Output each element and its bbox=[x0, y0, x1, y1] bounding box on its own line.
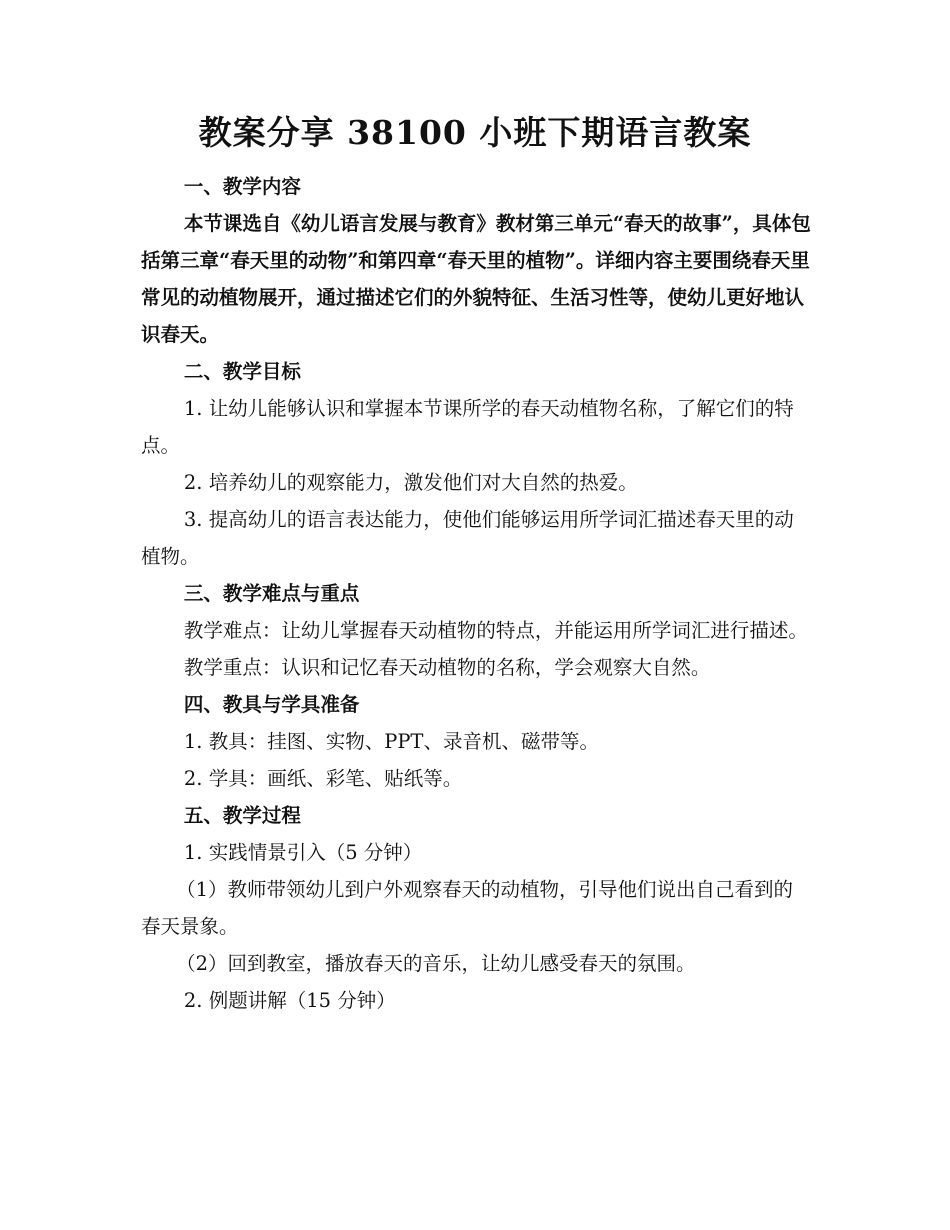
objective-item-2: 2. 培养幼儿的观察能力，激发他们对大自然的热爱。 bbox=[183, 471, 638, 494]
process-step-2: 2. 例题讲解（15 分钟） bbox=[183, 989, 396, 1012]
page-title: 教案分享 38100 小班下期语言教案 bbox=[198, 113, 752, 152]
materials-item-1: 1. 教具：挂图、实物、PPT、录音机、磁带等。 bbox=[183, 730, 599, 753]
difficulty-paragraph: 教学难点：让幼儿掌握春天动植物的特点，并能运用所学词汇进行描述。 bbox=[183, 619, 808, 642]
content-paragraph: 本节课选自《幼儿语言发展与教育》教材第三单元“春天的故事”，具体包括第三章“春天里的动物”和第四章“春天里的植物”。详细内容主要围绕春天里常见的动植物展开，通过描述它们的外貌特征、生活习性等，使幼儿更好地认识春天。 bbox=[141, 212, 811, 346]
section-heading-objectives: 二、教学目标 bbox=[183, 360, 301, 383]
objective-item-3: 3. 提高幼儿的语言表达能力，使他们能够运用所学词汇描述春天里的动植物。 bbox=[141, 508, 794, 568]
process-substep-1: （1）教师带领幼儿到户外观察春天的动植物，引导他们说出自己看到的春天景象。 bbox=[141, 878, 794, 938]
materials-item-2: 2. 学具：画纸、彩笔、贴纸等。 bbox=[183, 767, 463, 790]
process-step-1: 1. 实践情景引入（5 分钟） bbox=[183, 841, 423, 864]
section-heading-process: 五、教学过程 bbox=[183, 804, 301, 827]
section-heading-materials: 四、教具与学具准备 bbox=[183, 693, 360, 716]
process-substep-2: （2）回到教室，播放春天的音乐，让幼儿感受春天的氛围。 bbox=[176, 952, 696, 975]
section-heading-difficulties: 三、教学难点与重点 bbox=[183, 582, 360, 605]
objective-item-1: 1. 让幼儿能够认识和掌握本节课所学的春天动植物名称，了解它们的特点。 bbox=[141, 397, 794, 457]
document-body bbox=[141, 168, 811, 1019]
key-point-paragraph: 教学重点：认识和记忆春天动植物的名称，学会观察大自然。 bbox=[183, 656, 711, 679]
section-heading-content: 一、教学内容 bbox=[183, 175, 301, 198]
